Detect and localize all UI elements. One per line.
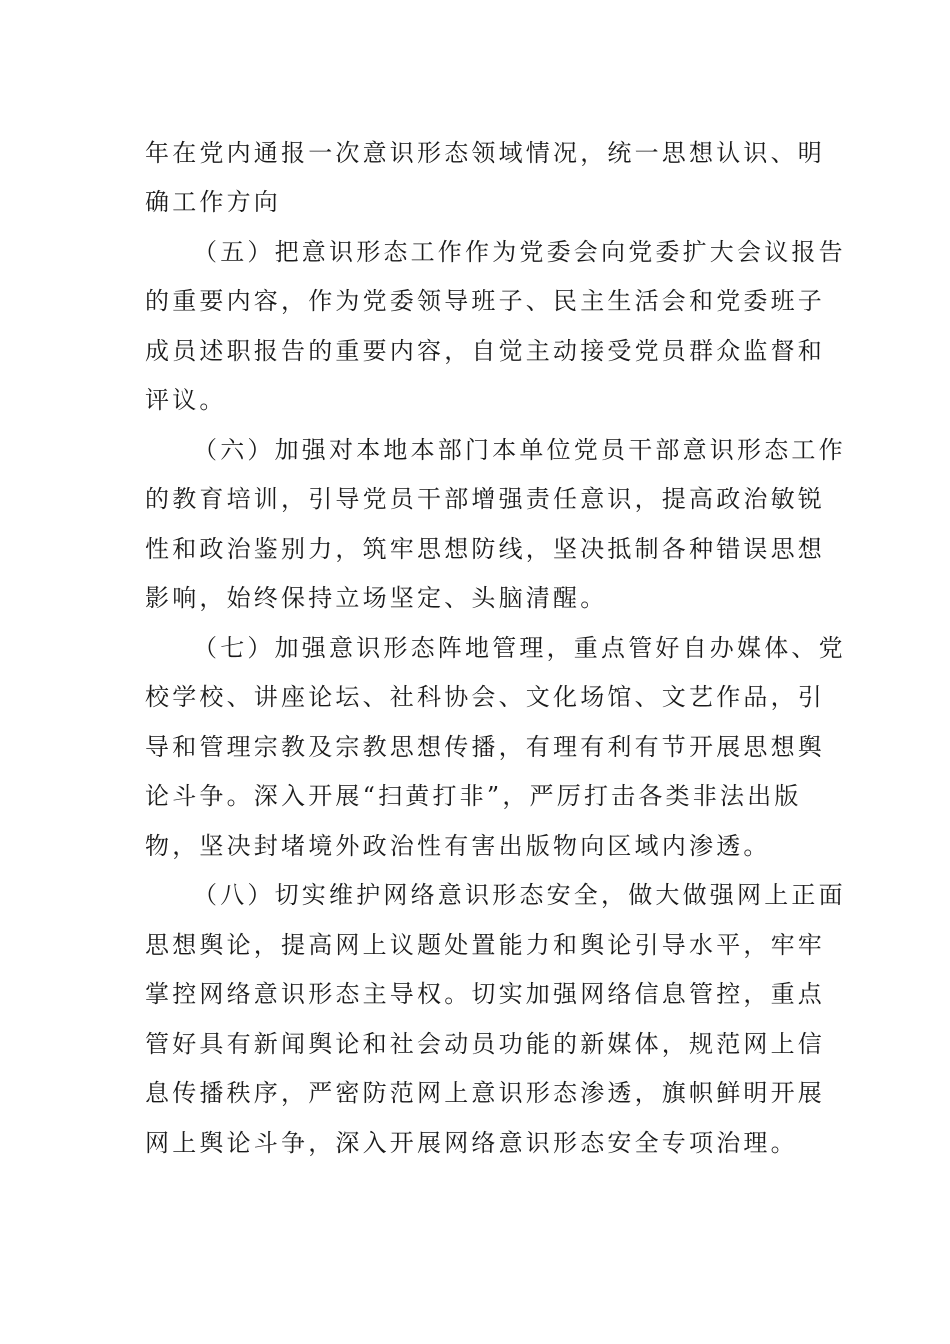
text-line: 年在党内通报一次意识形态领域情况，统一思想认识、明 [145,139,825,167]
text-line: 掌控网络意识形态主导权。切实加强网络信息管控，重点 [145,980,825,1008]
paragraph-8-first-line: （八）切实维护网络意识形态安全，做大做强网上正面 [193,881,846,909]
text-line: 物，坚决封堵境外政治性有害出版物向区域内渗透。 [145,832,771,860]
text-line: 评议。 [145,386,227,414]
text-line: 的教育培训，引导党员干部增强责任意识，提高政治敏锐 [145,485,825,513]
text-line: 影响，始终保持立场坚定、头脑清醒。 [145,584,608,612]
text-line: 性和政治鉴别力，筑牢思想防线，坚决抵制各种错误思想 [145,535,825,563]
paragraph-5-first-line: （五）把意识形态工作作为党委会向党委扩大会议报告 [193,238,846,266]
text-line: 论斗争。深入开展“扫黄打非”，严厉打击各类非法出版 [145,782,802,810]
text-line: 网上舆论斗争，深入开展网络意识形态安全专项治理。 [145,1129,798,1157]
text-line: 息传播秩序，严密防范网上意识形态渗透，旗帜鲜明开展 [145,1079,825,1107]
text-line: 成员述职报告的重要内容，自觉主动接受党员群众监督和 [145,337,825,365]
text-line: 确工作方向 [145,188,281,216]
text-line: 思想舆论，提高网上议题处置能力和舆论引导水平，牢牢 [145,931,825,959]
text-line: 校学校、讲座论坛、社科协会、文化场馆、文艺作品，引 [145,683,825,711]
paragraph-7-first-line: （七）加强意识形态阵地管理，重点管好自办媒体、党 [193,634,846,662]
paragraph-6-first-line: （六）加强对本地本部门本单位党员干部意识形态工作 [193,436,846,464]
text-line: 的重要内容，作为党委领导班子、民主生活会和党委班子 [145,287,825,315]
text-line: 导和管理宗教及宗教思想传播，有理有利有节开展思想舆 [145,733,825,761]
text-line: 管好具有新闻舆论和社会动员功能的新媒体，规范网上信 [145,1030,825,1058]
